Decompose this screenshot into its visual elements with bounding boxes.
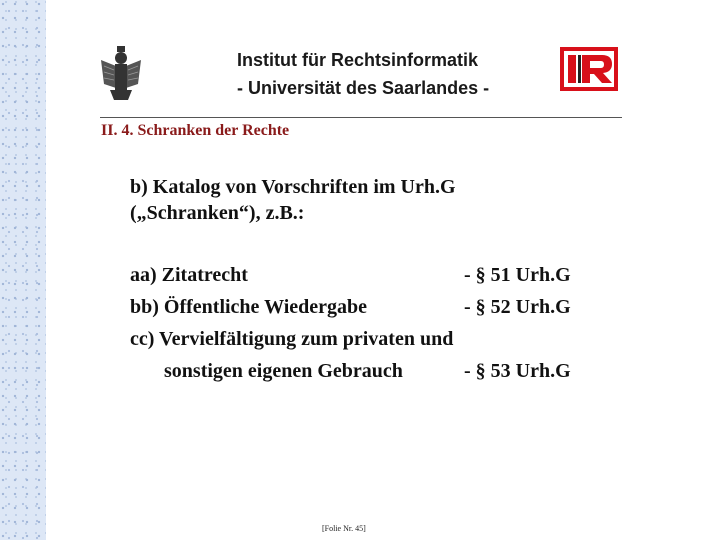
catalog-heading-line2: („Schranken“), z.B.:	[130, 202, 305, 224]
eagle-crest-icon	[96, 44, 146, 102]
university-subtitle: - Universität des Saarlandes -	[237, 78, 490, 98]
slide-number: [Folie Nr. 45]	[322, 524, 366, 533]
institute-title: Institut für Rechtsinformatik	[237, 50, 479, 70]
item-reference: - § 53 Urh.G	[464, 360, 571, 382]
item-label: bb) Öffentliche Wiedergabe	[130, 296, 368, 318]
side-pattern-strip	[0, 0, 46, 540]
list-item	[130, 328, 453, 354]
section-title: II. 4. Schranken der Rechte	[101, 122, 290, 139]
ifr-logo-icon	[560, 47, 618, 91]
item-label: sonstigen eigenen Gebrauch	[164, 360, 403, 382]
item-label: cc) Vervielfältigung zum privaten und	[130, 328, 454, 350]
header-divider	[100, 117, 622, 118]
list-item	[130, 296, 571, 322]
list-item	[130, 264, 571, 290]
item-reference: - § 51 Urh.G	[464, 264, 571, 286]
list-item	[164, 360, 571, 386]
catalog-heading-line1: b) Katalog von Vorschriften im Urh.G	[130, 176, 456, 198]
item-label: aa) Zitatrecht	[130, 264, 248, 286]
item-reference: - § 52 Urh.G	[464, 296, 571, 318]
